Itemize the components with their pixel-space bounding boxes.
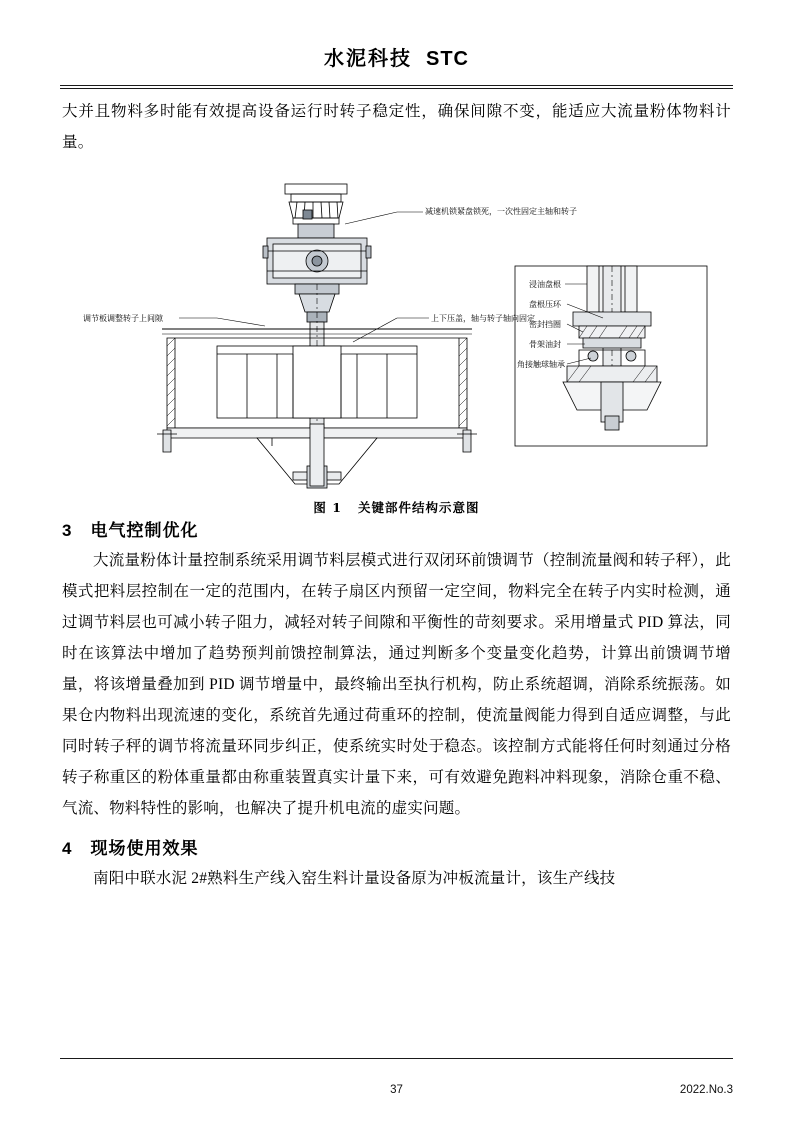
page-header <box>60 42 733 71</box>
figure-label-5: 密封挡圈 <box>528 320 561 329</box>
section-number-3: 3 <box>62 521 73 540</box>
issue-label: 2022.No.3 <box>679 1084 733 1096</box>
journal-title <box>324 42 469 71</box>
figure-caption <box>62 498 731 516</box>
section-4-paragraph-1: 南阳中联水泥 2#熟料生产线入窑生料计量设备原为冲板流量计，该生产线技 <box>93 870 616 887</box>
journal-title-cn: 水泥科技 <box>324 46 412 70</box>
figure-label-6: 骨架油封 <box>528 340 561 349</box>
figure-label-3: 浸油盘根 <box>528 280 561 289</box>
figure-label-0: 减速机锁紧盘锁死，一次性固定主轴和转子 <box>424 207 577 216</box>
section-title-4: 现场使用效果 <box>90 839 199 859</box>
footer-divider <box>60 1058 733 1059</box>
figure-label-2: 上下压盖，轴与转子轴向固定 <box>430 314 535 323</box>
section-number-4: 4 <box>62 839 73 858</box>
figure-label-7: 角接触球轴承 <box>516 360 565 369</box>
section-title-3: 电气控制优化 <box>90 521 199 541</box>
header-divider <box>60 85 733 86</box>
page-number: 37 <box>390 1084 403 1096</box>
header-divider-thin <box>60 88 733 89</box>
figure-caption-text: 关键部件结构示意图 <box>358 500 480 515</box>
paragraph-continuation: 大并且物料多时能有效提高设备运行时转子稳定性，确保间隙不变，能适应大流量粉体物料计量。 <box>62 103 731 151</box>
section-heading-4 <box>62 834 731 859</box>
figure-1 <box>62 166 731 515</box>
figure-label-1: 调节板调整转子上间隙 <box>82 314 163 323</box>
figure-caption-label: 图 1 <box>313 500 342 515</box>
page-content <box>62 96 731 894</box>
journal-title-abbr: STC <box>426 48 469 70</box>
figure-label-4: 盘根压环 <box>528 300 561 309</box>
section-3-paragraph-1: 大流量粉体计量控制系统采用调节料层模式进行双闭环前馈调节（控制流量阀和转子秤），此模式把料层控制在一定的范围内，在转子扇区内预留一定空间，物料完全在转子内实时检测，通过调节料层也可减小转子阻力，减轻对转子间隙和平衡性的苛刻要求。采用增量式 PID 算法，同时在该算法中增加了趋势预判前馈控制算法，通过判断多个变量变化趋势，计算出前馈调节增量，将该增量叠加到 PID 调节增量中，最终输出至执行机构，防止系统超调，消除系统振荡。如果仓内物料出现流速的变化，系统首先通过荷重环的控制，使流量阀能力得到自适应调整，与此同时转子秤的调节将流量环同步纠正，使系统实时处于稳态。该控制方式能将任何时刻通过分格转子称重区的粉体重量都由称重装置真实计量下来，可有效避免跑料冲料现象，消除仓重不稳、气流、物料特性的影响，也解决了提升机电流的虚实问题。 <box>62 552 731 817</box>
section-heading-3 <box>62 516 731 541</box>
